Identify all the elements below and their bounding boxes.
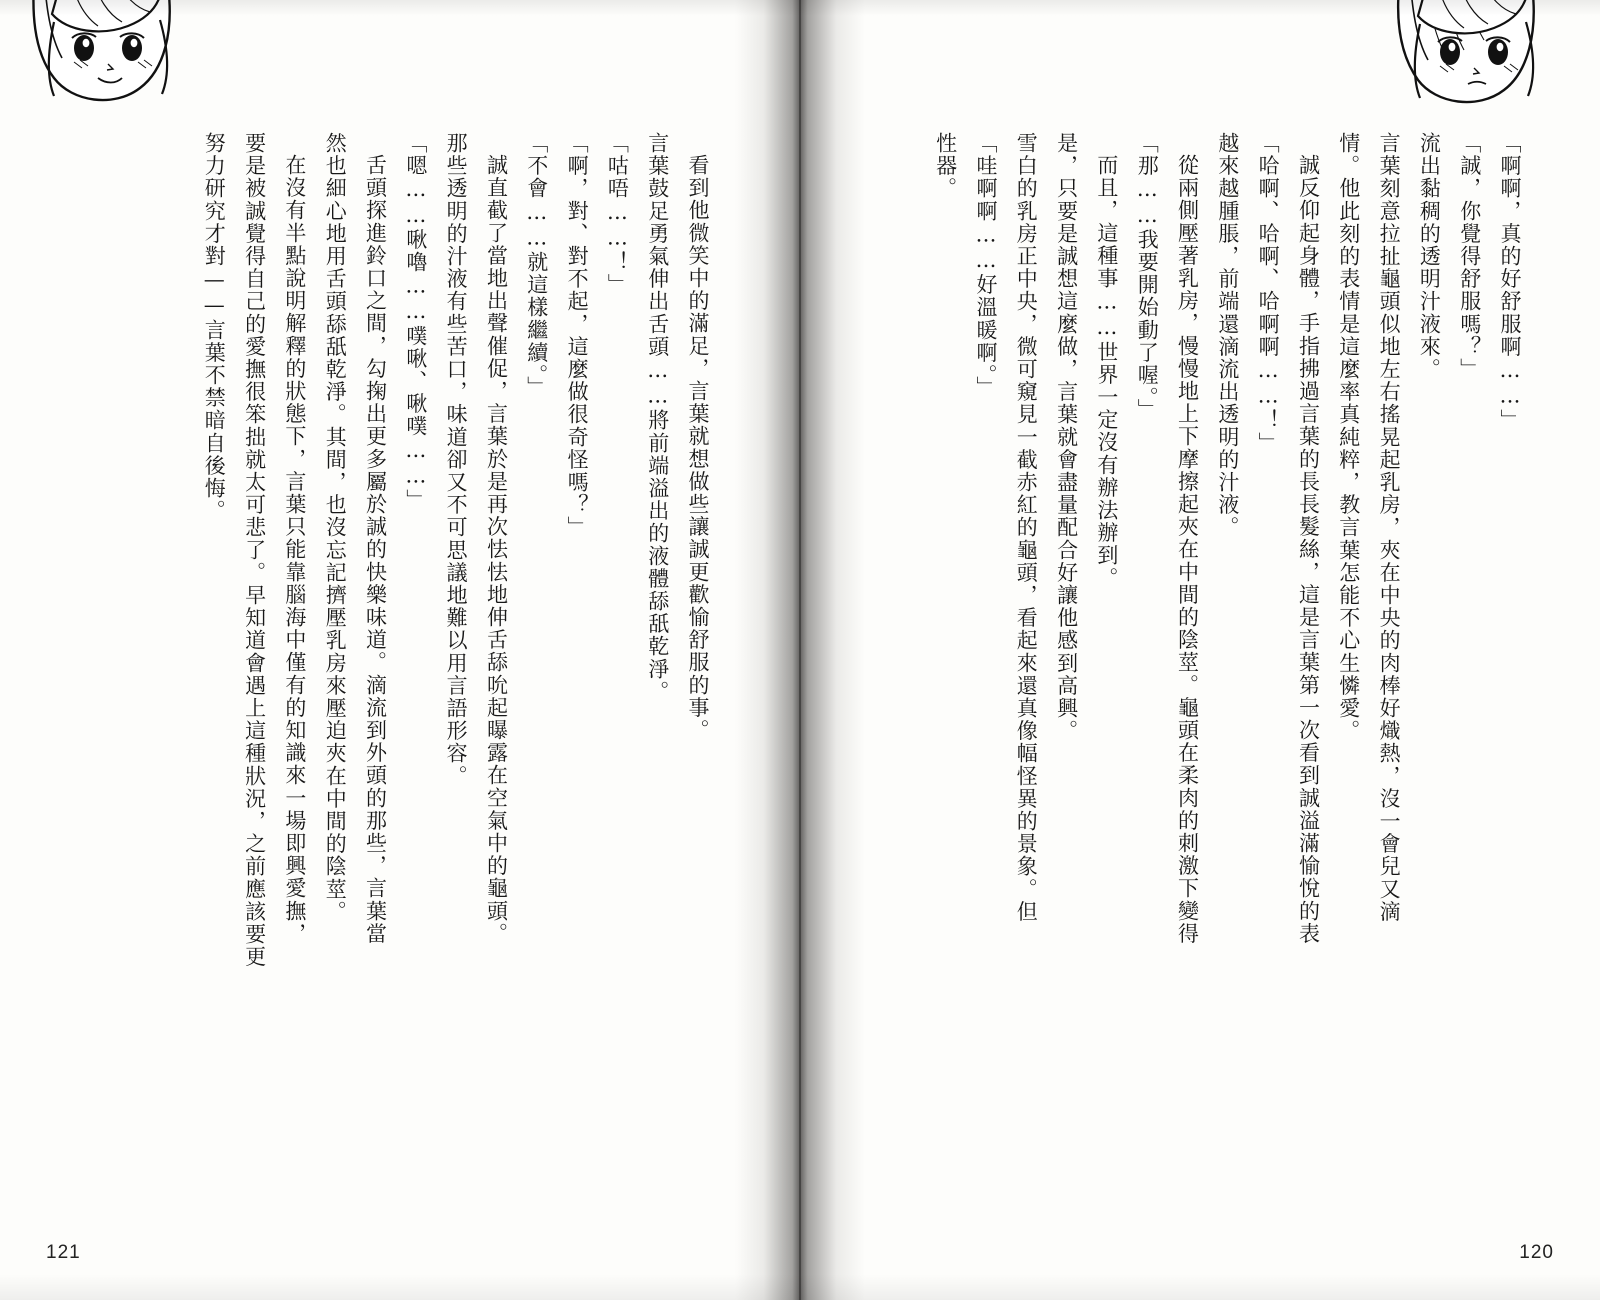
book-binding-line <box>799 0 801 1300</box>
manga-girl-face-icon <box>1388 0 1548 144</box>
paragraph: 要是被誠覺得自己的愛撫很笨拙就太可悲了。早知道會遇上這種狀況，之前應該要更 <box>242 132 267 969</box>
left-page <box>0 0 760 1300</box>
paragraph: 雪白的乳房正中央，微可窺見一截赤紅的龜頭，看起來還真像幅怪異的景象。但 <box>1014 132 1039 923</box>
paragraph: 情。他此刻的表情是這麼率真純粹，教言葉怎能不心生憐愛。 <box>1336 132 1361 743</box>
page-number-left: 121 <box>46 1242 81 1263</box>
right-page <box>840 0 1600 1300</box>
paragraph: 「不會……就這樣繼續。」 <box>524 132 549 399</box>
paragraph: 努力研究才對——言葉不禁暗自後悔。 <box>202 132 227 523</box>
paragraph: 「誠，你覺得舒服嗎？」 <box>1457 132 1482 381</box>
paragraph: 「哈啊、哈啊、哈啊啊……！」 <box>1256 132 1281 455</box>
paragraph: 從兩側壓著乳房，慢慢地上下摩擦起夾在中間的陰莖。龜頭在柔肉的刺激下變得 <box>1175 154 1200 945</box>
paragraph: 越來越腫脹，前端還滴流出透明的汁液。 <box>1215 132 1240 539</box>
paragraph: 然也細心地用舌頭舔舐乾淨。其間，也沒忘記擠壓乳房來壓迫夾在中間的陰莖。 <box>323 132 348 923</box>
page-number-right: 120 <box>1519 1242 1554 1263</box>
paragraph: 「嗯……啾嚕……噗啾、啾噗……」 <box>403 132 428 512</box>
paragraph: 性器。 <box>933 132 958 200</box>
left-page-body-text <box>118 132 718 1212</box>
paragraph: 言葉鼓足勇氣伸出舌頭……將前端溢出的液體舔舐乾淨。 <box>645 132 670 703</box>
paragraph: 誠反仰起身體，手指拂過言葉的長長髮絲，這是言葉第一次看到誠溢滿愉悅的表 <box>1296 154 1321 945</box>
paragraph: 看到他微笑中的滿足，言葉就想做些讓誠更歡愉舒服的事。 <box>686 154 710 742</box>
manga-girl-face-icon <box>28 0 188 142</box>
right-page-body-text <box>910 132 1530 1212</box>
paragraph: 在沒有半點說明解釋的狀態下，言葉只能靠腦海中僅有的知識來一場即興愛撫， <box>282 154 307 945</box>
paragraph: 「那……我要開始動了喔。」 <box>1135 132 1160 422</box>
paragraph: 「哇啊啊……好溫暖啊。」 <box>973 132 998 399</box>
paragraph: 誠直截了當地出聲催促，言葉於是再次怯怯地伸舌舔吮起曝露在空氣中的龜頭。 <box>484 154 509 945</box>
paragraph: 言葉刻意拉扯龜頭似地左右搖晃起乳房，夾在中央的肉棒好熾熱，沒一會兒又滴 <box>1377 132 1402 923</box>
paragraph: 流出黏稠的透明汁液來。 <box>1417 132 1442 381</box>
paragraph: 那些透明的汁液有些苦口，味道卻又不可思議地難以用言語形容。 <box>444 132 469 788</box>
paragraph: 「咕唔……！」 <box>605 132 630 297</box>
paragraph: 舌頭探進鈴口之間，勾掬出更多屬於誠的快樂味道。滴流到外頭的那些，言葉當 <box>363 154 388 945</box>
paragraph: 「啊啊，真的好舒服啊……」 <box>1498 132 1522 432</box>
paragraph: 「啊，對、對不起，這麼做很奇怪嗎？」 <box>565 132 590 539</box>
paragraph: 而且，這種事……世界一定沒有辦法辦到。 <box>1094 154 1119 590</box>
paragraph: 是，只要是誠想這麼做，言葉就會盡量配合好讓他感到高興。 <box>1054 132 1079 743</box>
